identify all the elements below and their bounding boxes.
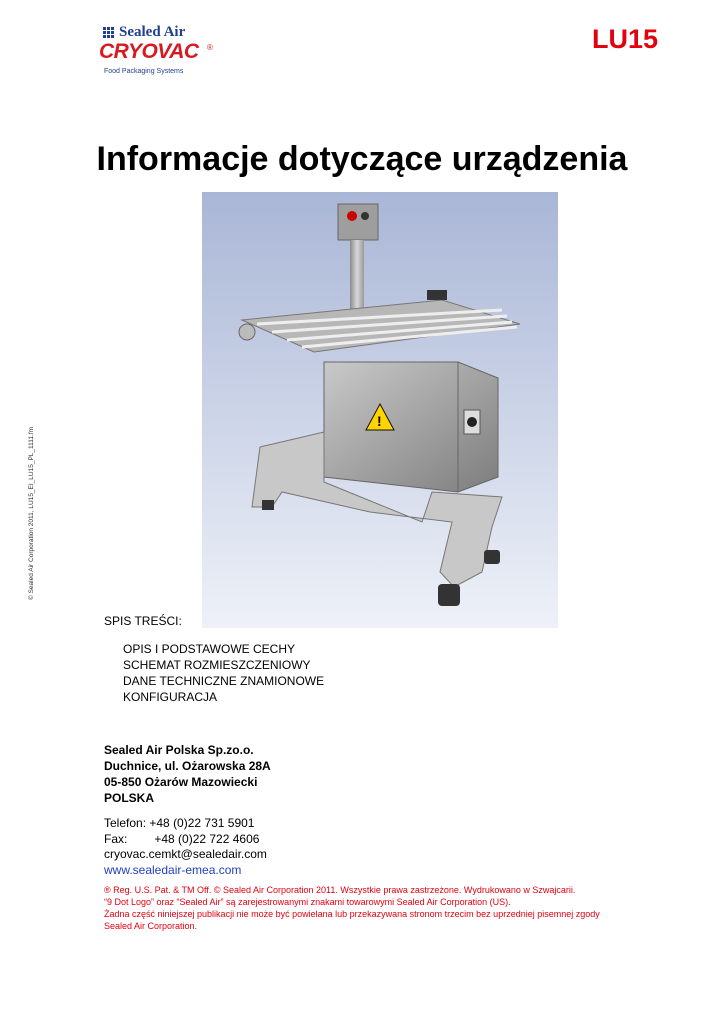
fax-label: Fax: [104,831,128,846]
toc-list [123,641,324,705]
company-address [104,742,271,806]
email-address[interactable]: cryovac.cemkt@sealedair.com [104,847,267,861]
svg-text:!: ! [377,413,382,429]
cryovac-logo: CRYOVAC [99,40,199,63]
legal-line: ® Reg. U.S. Pat. & TM Off. © Sealed Air Corporation 2011. Wszystkie prawa zastrzeżone. Wydrukowano w Szwajcarii. [104,885,576,895]
phone-number: +48 (0)22 731 5901 [149,816,255,830]
legal-line: “9 Dot Logo” oraz “Sealed Air” są zarejestrowanymi znakami towarowymi Sealed Air Corporation (US). [104,897,511,907]
product-photo [202,192,558,628]
company-country: POLSKA [104,791,155,805]
brand-top-text: Sealed Air [119,24,186,40]
fax-number: +48 (0)22 722 4606 [154,831,260,846]
logo-tagline: Food Packaging Systems [104,68,184,75]
legal-line: Żadna część niniejszej publikacji nie może być powielana lub przekazywana stronom trzecim bez uprzedniej pisemnej zgody [104,909,600,919]
phone-row [104,816,267,832]
side-copyright-note: © Sealed Air Corporation 2011, LU15_EI_LU15_PL_1111.fm [28,426,35,600]
phone-label: Telefon: [104,816,147,830]
toc-item: OPIS I PODSTAWOWE CECHY [123,642,296,656]
toc-item: KONFIGURACJA [123,690,218,704]
contact-info [104,816,267,878]
legal-line: Sealed Air Corporation. [104,921,198,931]
legal-footer [104,884,600,932]
fax-row [104,832,267,848]
page-title: Informacje dotyczące urządzenia [96,140,628,178]
toc-item: SCHEMAT ROZMIESZCZENIOWY [123,658,311,672]
sealed-air-logo [103,24,185,41]
toc-heading: SPIS TREŚCI: [104,614,182,628]
company-city: 05-850 Ożarów Mazowiecki [104,775,258,789]
company-name: Sealed Air Polska Sp.zo.o. [104,743,254,757]
toc-item: DANE TECHNICZNE ZNAMIONOWE [123,674,325,688]
company-street: Duchnice, ul. Ożarowska 28A [104,759,271,773]
website-link[interactable]: www.sealedair-emea.com [104,862,242,877]
registered-mark: ® [207,43,213,52]
nine-dot-logo-icon [103,27,115,39]
document-code: LU15 [591,24,658,54]
